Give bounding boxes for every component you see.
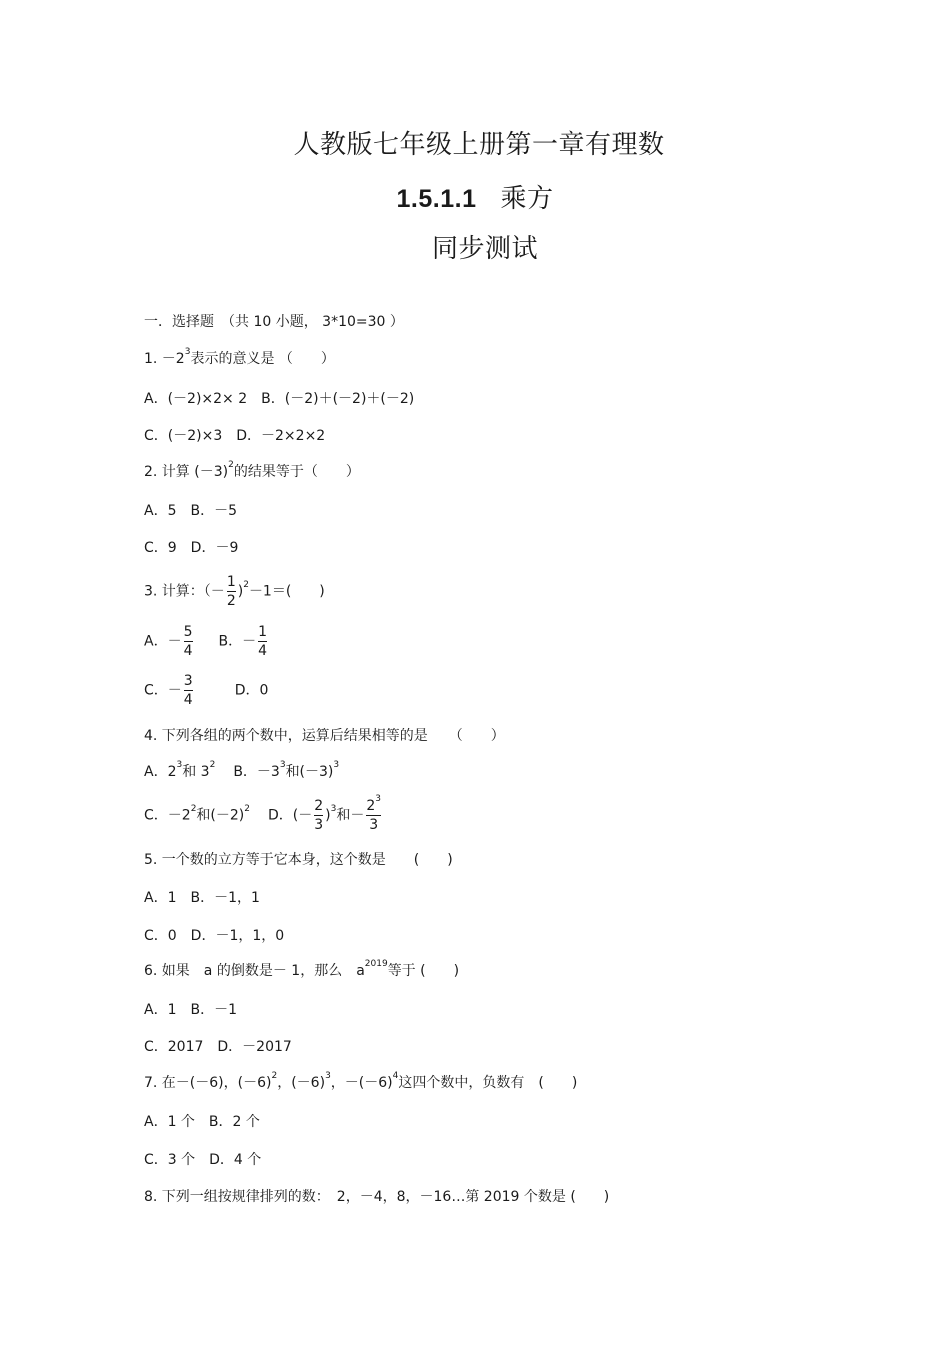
question-5-options-ab: A．1 B．－1，1 bbox=[144, 890, 260, 906]
question-3-options-cd: C．－ $\frac{3}{4}$ D．0 bbox=[144, 673, 269, 708]
fraction: $\frac{5}{4}$ bbox=[183, 624, 193, 659]
question-3-options-ab: A．－ $\frac{5}{4}$ B．－ $\frac{1}{4}$ bbox=[144, 624, 268, 659]
fraction: $\frac{3}{4}$ bbox=[183, 673, 193, 708]
test-subtitle: 同步测试 bbox=[431, 234, 538, 264]
question-5-options-cd: C．0 D．－1，1，0 bbox=[144, 928, 285, 944]
fraction: $\frac{1}{4}$ bbox=[258, 624, 268, 659]
lesson-title bbox=[0, 178, 950, 215]
question-7-options-cd: C．3 个 D．4 个 bbox=[144, 1152, 262, 1168]
question-1-options-cd: C．(－2)×3 D．－2×2×2 bbox=[144, 428, 326, 444]
lesson-number: 1.5.1.1 bbox=[396, 185, 477, 213]
document-title: 人教版七年级上册第一章有理数 bbox=[293, 130, 665, 160]
question-6-options-ab: A．1 B．－1 bbox=[144, 1002, 237, 1018]
question-4: 4. 下列各组的两个数中，运算后结果相等的是 （ ） bbox=[144, 728, 505, 744]
question-7-options-ab: A．1 个 B．2 个 bbox=[144, 1114, 260, 1130]
fraction: $\frac{2}{3}$ bbox=[314, 798, 324, 833]
fraction: $\frac{2^3}{3}$ bbox=[366, 794, 382, 833]
question-1-options-ab: A．(－2)×2× 2 B．(－2)＋(－2)＋(－2) bbox=[144, 391, 415, 407]
question-1: 1. $-2^3$表示的意义是 （ ） bbox=[144, 347, 335, 367]
question-2-options-cd: C．9 D．－9 bbox=[144, 540, 239, 556]
question-2-options-ab: A．5 B．－5 bbox=[144, 503, 237, 519]
question-8: 8. 下列一组按规律排列的数： 2，－4，8，－16…第 2019 个数是 ( ) bbox=[144, 1189, 610, 1205]
question-4-options-ab: A．$2^3$和 $3^2$ B．$-3^3$和$(-3)^3$ bbox=[144, 760, 340, 780]
section-heading: 一．选择题 （共 10 小题， 3*10=30 ） bbox=[144, 314, 404, 330]
question-6: 6. 如果 a 的倒数是－ 1，那么 $a^{2019}$等于 ( ) bbox=[144, 959, 460, 979]
question-7: 7. 在－(－6)，$(-6)^2$，$(-6)^3$，$-(-6)^4$这四个数中，负数有 ( ) bbox=[144, 1071, 578, 1091]
question-6-options-cd: C．2017 D．－2017 bbox=[144, 1039, 292, 1055]
question-2: 2. 计算 $(-3)^2$的结果等于（ ） bbox=[144, 460, 360, 480]
fraction: $\frac{1}{2}$ bbox=[226, 574, 236, 609]
question-3: 3. 计算：（－ $\frac{1}{2}$ )$^2$－1＝( ) bbox=[144, 574, 325, 609]
question-4-options-cd: C．$-2^2$和$(-2)^2$ D．(－ $\frac{2}{3}$ )$^3$和－ $\frac{2^3}{3}$ bbox=[144, 794, 382, 833]
lesson-name: 乘方 bbox=[500, 184, 554, 214]
question-5: 5. 一个数的立方等于它本身，这个数是 ( ) bbox=[144, 852, 453, 868]
